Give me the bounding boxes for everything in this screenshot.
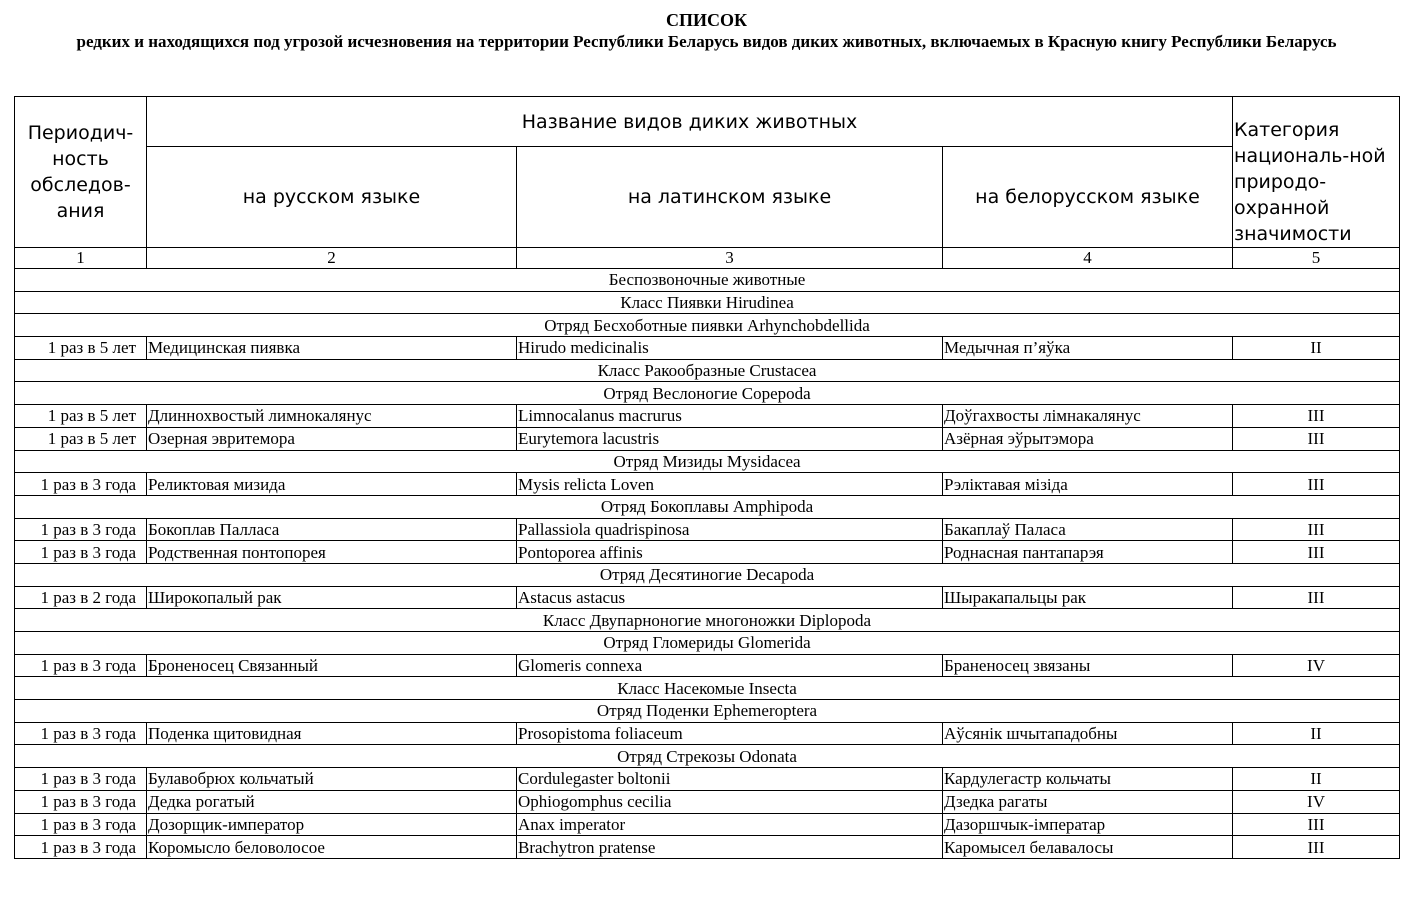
group-row: [15, 563, 1400, 586]
group-heading: Отряд Бокоплавы Amphipoda: [15, 495, 1400, 518]
cell-category: III: [1233, 836, 1400, 859]
group-heading: Отряд Поденки Ephemeroptera: [15, 700, 1400, 723]
cell-category: III: [1233, 473, 1400, 496]
cell-russian-name: Булавобрюх кольчатый: [147, 768, 517, 791]
cell-russian-name: Коромысло беловолосое: [147, 836, 517, 859]
species-row: [15, 813, 1400, 836]
cell-belarusian-name: Азёрная эўрытэмора: [943, 427, 1233, 450]
cell-belarusian-name: Роднасная пантапарэя: [943, 541, 1233, 564]
cell-period: 1 раз в 3 года: [15, 722, 147, 745]
species-table: [14, 96, 1400, 859]
cell-belarusian-name: Кардулегастр кольчаты: [943, 768, 1233, 791]
cell-belarusian-name: Доўгахвосты лімнакалянус: [943, 405, 1233, 428]
cell-belarusian-name: Дзедка рагаты: [943, 790, 1233, 813]
group-heading: Класс Пиявки Hirudinea: [15, 291, 1400, 314]
group-row: [15, 745, 1400, 768]
group-row: [15, 495, 1400, 518]
species-row: [15, 541, 1400, 564]
cell-category: III: [1233, 586, 1400, 609]
group-row: [15, 450, 1400, 473]
group-heading: Отряд Бесхоботные пиявки Arhynchobdellida: [15, 314, 1400, 337]
species-row: [15, 405, 1400, 428]
cell-period: 1 раз в 3 года: [15, 790, 147, 813]
title-subheading: редких и находящихся под угрозой исчезновения на территории Республики Беларусь видов диких животных, включаемых в Красную книгу Республики Беларусь: [76, 32, 1337, 51]
cell-period: 1 раз в 3 года: [15, 541, 147, 564]
group-row: [15, 677, 1400, 700]
column-number: 2: [147, 248, 517, 269]
cell-category: II: [1233, 337, 1400, 360]
document-title: [0, 10, 1413, 52]
cell-belarusian-name: Дазоршчык-імператар: [943, 813, 1233, 836]
cell-period: 1 раз в 5 лет: [15, 427, 147, 450]
cell-period: 1 раз в 3 года: [15, 654, 147, 677]
column-number: 4: [943, 248, 1233, 269]
species-row: [15, 473, 1400, 496]
group-row: [15, 291, 1400, 314]
cell-category: III: [1233, 405, 1400, 428]
species-row: [15, 654, 1400, 677]
cell-period: 1 раз в 3 года: [15, 813, 147, 836]
species-row: [15, 836, 1400, 859]
group-row: [15, 314, 1400, 337]
cell-latin-name: Ophiogomphus cecilia: [517, 790, 943, 813]
cell-period: 1 раз в 5 лет: [15, 405, 147, 428]
cell-latin-name: Eurytemora lacustris: [517, 427, 943, 450]
group-heading: Класс Насекомые Insecta: [15, 677, 1400, 700]
cell-period: 1 раз в 3 года: [15, 768, 147, 791]
cell-russian-name: Озерная эвритемора: [147, 427, 517, 450]
column-number: 5: [1233, 248, 1400, 269]
cell-russian-name: Родственная понтопорея: [147, 541, 517, 564]
cell-russian-name: Дедка рогатый: [147, 790, 517, 813]
species-row: [15, 790, 1400, 813]
group-row: [15, 269, 1400, 292]
species-row: [15, 586, 1400, 609]
cell-category: IV: [1233, 790, 1400, 813]
cell-belarusian-name: Каромысел белавалосы: [943, 836, 1233, 859]
cell-belarusian-name: Браненосец звязаны: [943, 654, 1233, 677]
cell-russian-name: Броненосец Связанный: [147, 654, 517, 677]
cell-category: III: [1233, 427, 1400, 450]
cell-period: 1 раз в 3 года: [15, 836, 147, 859]
group-heading: Отряд Гломериды Glomerida: [15, 632, 1400, 655]
table-body: [15, 269, 1400, 859]
cell-latin-name: Prosopistoma foliaceum: [517, 722, 943, 745]
title-heading: СПИСОК: [665, 10, 748, 30]
group-heading: Отряд Стрекозы Odonata: [15, 745, 1400, 768]
cell-latin-name: Anax imperator: [517, 813, 943, 836]
group-row: [15, 609, 1400, 632]
cell-belarusian-name: Рэліктавая мізіда: [943, 473, 1233, 496]
cell-belarusian-name: Медычная п’яўка: [943, 337, 1233, 360]
cell-category: III: [1233, 813, 1400, 836]
cell-category: IV: [1233, 654, 1400, 677]
group-row: [15, 700, 1400, 723]
cell-russian-name: Реликтовая мизида: [147, 473, 517, 496]
cell-latin-name: Cordulegaster boltonii: [517, 768, 943, 791]
cell-latin-name: Glomeris connexa: [517, 654, 943, 677]
group-heading: Класс Двупарноногие многоножки Diplopoda: [15, 609, 1400, 632]
cell-latin-name: Hirudo medicinalis: [517, 337, 943, 360]
header-category: Категория националь-ной природо-охранной значимости: [1233, 97, 1400, 248]
cell-period: 1 раз в 2 года: [15, 586, 147, 609]
cell-belarusian-name: Бакаплаў Паласа: [943, 518, 1233, 541]
cell-latin-name: Brachytron pratense: [517, 836, 943, 859]
cell-category: III: [1233, 518, 1400, 541]
cell-belarusian-name: Аўсянік шчытападобны: [943, 722, 1233, 745]
cell-belarusian-name: Шыракапальцы рак: [943, 586, 1233, 609]
cell-russian-name: Дозорщик-император: [147, 813, 517, 836]
species-row: [15, 518, 1400, 541]
column-number: 3: [517, 248, 943, 269]
group-heading: Отряд Веслоногие Copepoda: [15, 382, 1400, 405]
header-latin: на латинском языке: [517, 147, 943, 248]
cell-category: III: [1233, 541, 1400, 564]
cell-period: 1 раз в 5 лет: [15, 337, 147, 360]
cell-russian-name: Бокоплав Палласа: [147, 518, 517, 541]
header-russian: на русском языке: [147, 147, 517, 248]
cell-latin-name: Pallassiola quadrispinosa: [517, 518, 943, 541]
group-heading: Отряд Десятиногие Decapoda: [15, 563, 1400, 586]
cell-russian-name: Широкопалый рак: [147, 586, 517, 609]
group-row: [15, 382, 1400, 405]
species-row: [15, 768, 1400, 791]
cell-latin-name: Mysis relicta Loven: [517, 473, 943, 496]
column-number: 1: [15, 248, 147, 269]
header-period: Периодич-ность обследов-ания: [15, 97, 147, 248]
cell-russian-name: Поденка щитовидная: [147, 722, 517, 745]
group-heading: Отряд Мизиды Mysidacea: [15, 450, 1400, 473]
header-names: Название видов диких животных: [147, 97, 1233, 147]
group-heading: Беспозвоночные животные: [15, 269, 1400, 292]
header-belarusian: на белорусском языке: [943, 147, 1233, 248]
cell-period: 1 раз в 3 года: [15, 518, 147, 541]
cell-latin-name: Astacus astacus: [517, 586, 943, 609]
cell-russian-name: Медицинская пиявка: [147, 337, 517, 360]
cell-period: 1 раз в 3 года: [15, 473, 147, 496]
species-row: [15, 427, 1400, 450]
cell-latin-name: Pontoporea affinis: [517, 541, 943, 564]
cell-category: II: [1233, 768, 1400, 791]
group-heading: Класс Ракообразные Crustacea: [15, 359, 1400, 382]
cell-russian-name: Длиннохвостый лимнокалянус: [147, 405, 517, 428]
species-row: [15, 722, 1400, 745]
group-row: [15, 632, 1400, 655]
cell-latin-name: Limnocalanus macrurus: [517, 405, 943, 428]
species-row: [15, 337, 1400, 360]
group-row: [15, 359, 1400, 382]
cell-category: II: [1233, 722, 1400, 745]
column-number-row: [15, 248, 1400, 269]
